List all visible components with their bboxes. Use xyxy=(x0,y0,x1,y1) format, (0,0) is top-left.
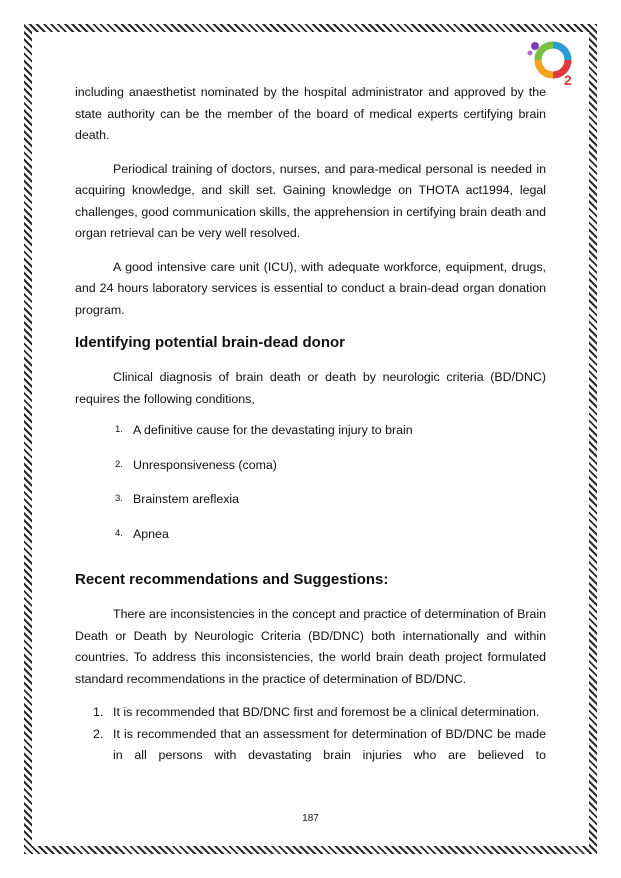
page-content xyxy=(75,82,546,767)
list-text: Unresponsiveness (coma) xyxy=(133,457,277,472)
list-number: 2. xyxy=(115,458,123,470)
svg-text:2: 2 xyxy=(564,72,572,88)
recommendations-list xyxy=(75,702,546,767)
list-number: 1. xyxy=(93,705,104,719)
paragraph-training: Periodical training of doctors, nurses, and para-medical personal is needed in acquiring knowledge, and skill set. Gaining knowledge on THOTA act1994, legal challenges, good communication skills, the apprehension in certifying brain death and organ retrieval can be very well resolved. xyxy=(75,161,546,240)
list-item xyxy=(75,457,546,492)
list-text: A definitive cause for the devastating injury to brain xyxy=(133,423,413,437)
conditions-list xyxy=(75,422,546,560)
paragraph-inconsistencies: There are inconsistencies in the concept and practice of determination of Brain Death or Death by Neurologic Criteria (BD/DNC) both internationally and within countries. To address this inconsistencies, the world brain death project formulated standard recommendations in the practice of determination of BD/DNC. xyxy=(75,607,546,686)
list-item xyxy=(75,724,546,767)
list-text: It is recommended that BD/DNC first and foremost be a clinical determination. xyxy=(113,705,540,719)
paragraph-clinical-diagnosis: Clinical diagnosis of brain death or death by neurologic criteria (BD/DNC) requires the following conditions, xyxy=(75,370,546,406)
list-text: It is recommended that an assessment for determination of BD/DNC be made in all persons with devastating brain injuries who are believed to xyxy=(113,726,546,762)
list-number: 3. xyxy=(115,493,123,504)
paragraph-icu: A good intensive care unit (ICU), with adequate workforce, equipment, drugs, and 24 hours laboratory services is essential to conduct a brain-dead organ donation program. xyxy=(75,259,546,317)
list-number: 1. xyxy=(115,424,123,435)
heading-identifying-donor: Identifying potential brain-dead donor xyxy=(75,334,345,351)
o2-logo-icon xyxy=(525,38,577,88)
list-number: 2. xyxy=(93,726,104,741)
page-number: 187 xyxy=(302,813,319,824)
list-text: Brainstem areflexia xyxy=(133,492,240,506)
paragraph-continuation: including anaesthetist nominated by the hospital administrator and approved by the state authority can be the member of the board of medical experts certifying brain death. xyxy=(75,85,546,142)
list-item xyxy=(75,491,546,526)
list-number: 4. xyxy=(115,527,123,539)
heading-recommendations: Recent recommendations and Suggestions: xyxy=(75,571,389,588)
list-item xyxy=(75,422,546,457)
list-text: Apnea xyxy=(133,526,169,541)
list-item xyxy=(75,526,546,561)
list-item xyxy=(75,702,546,724)
